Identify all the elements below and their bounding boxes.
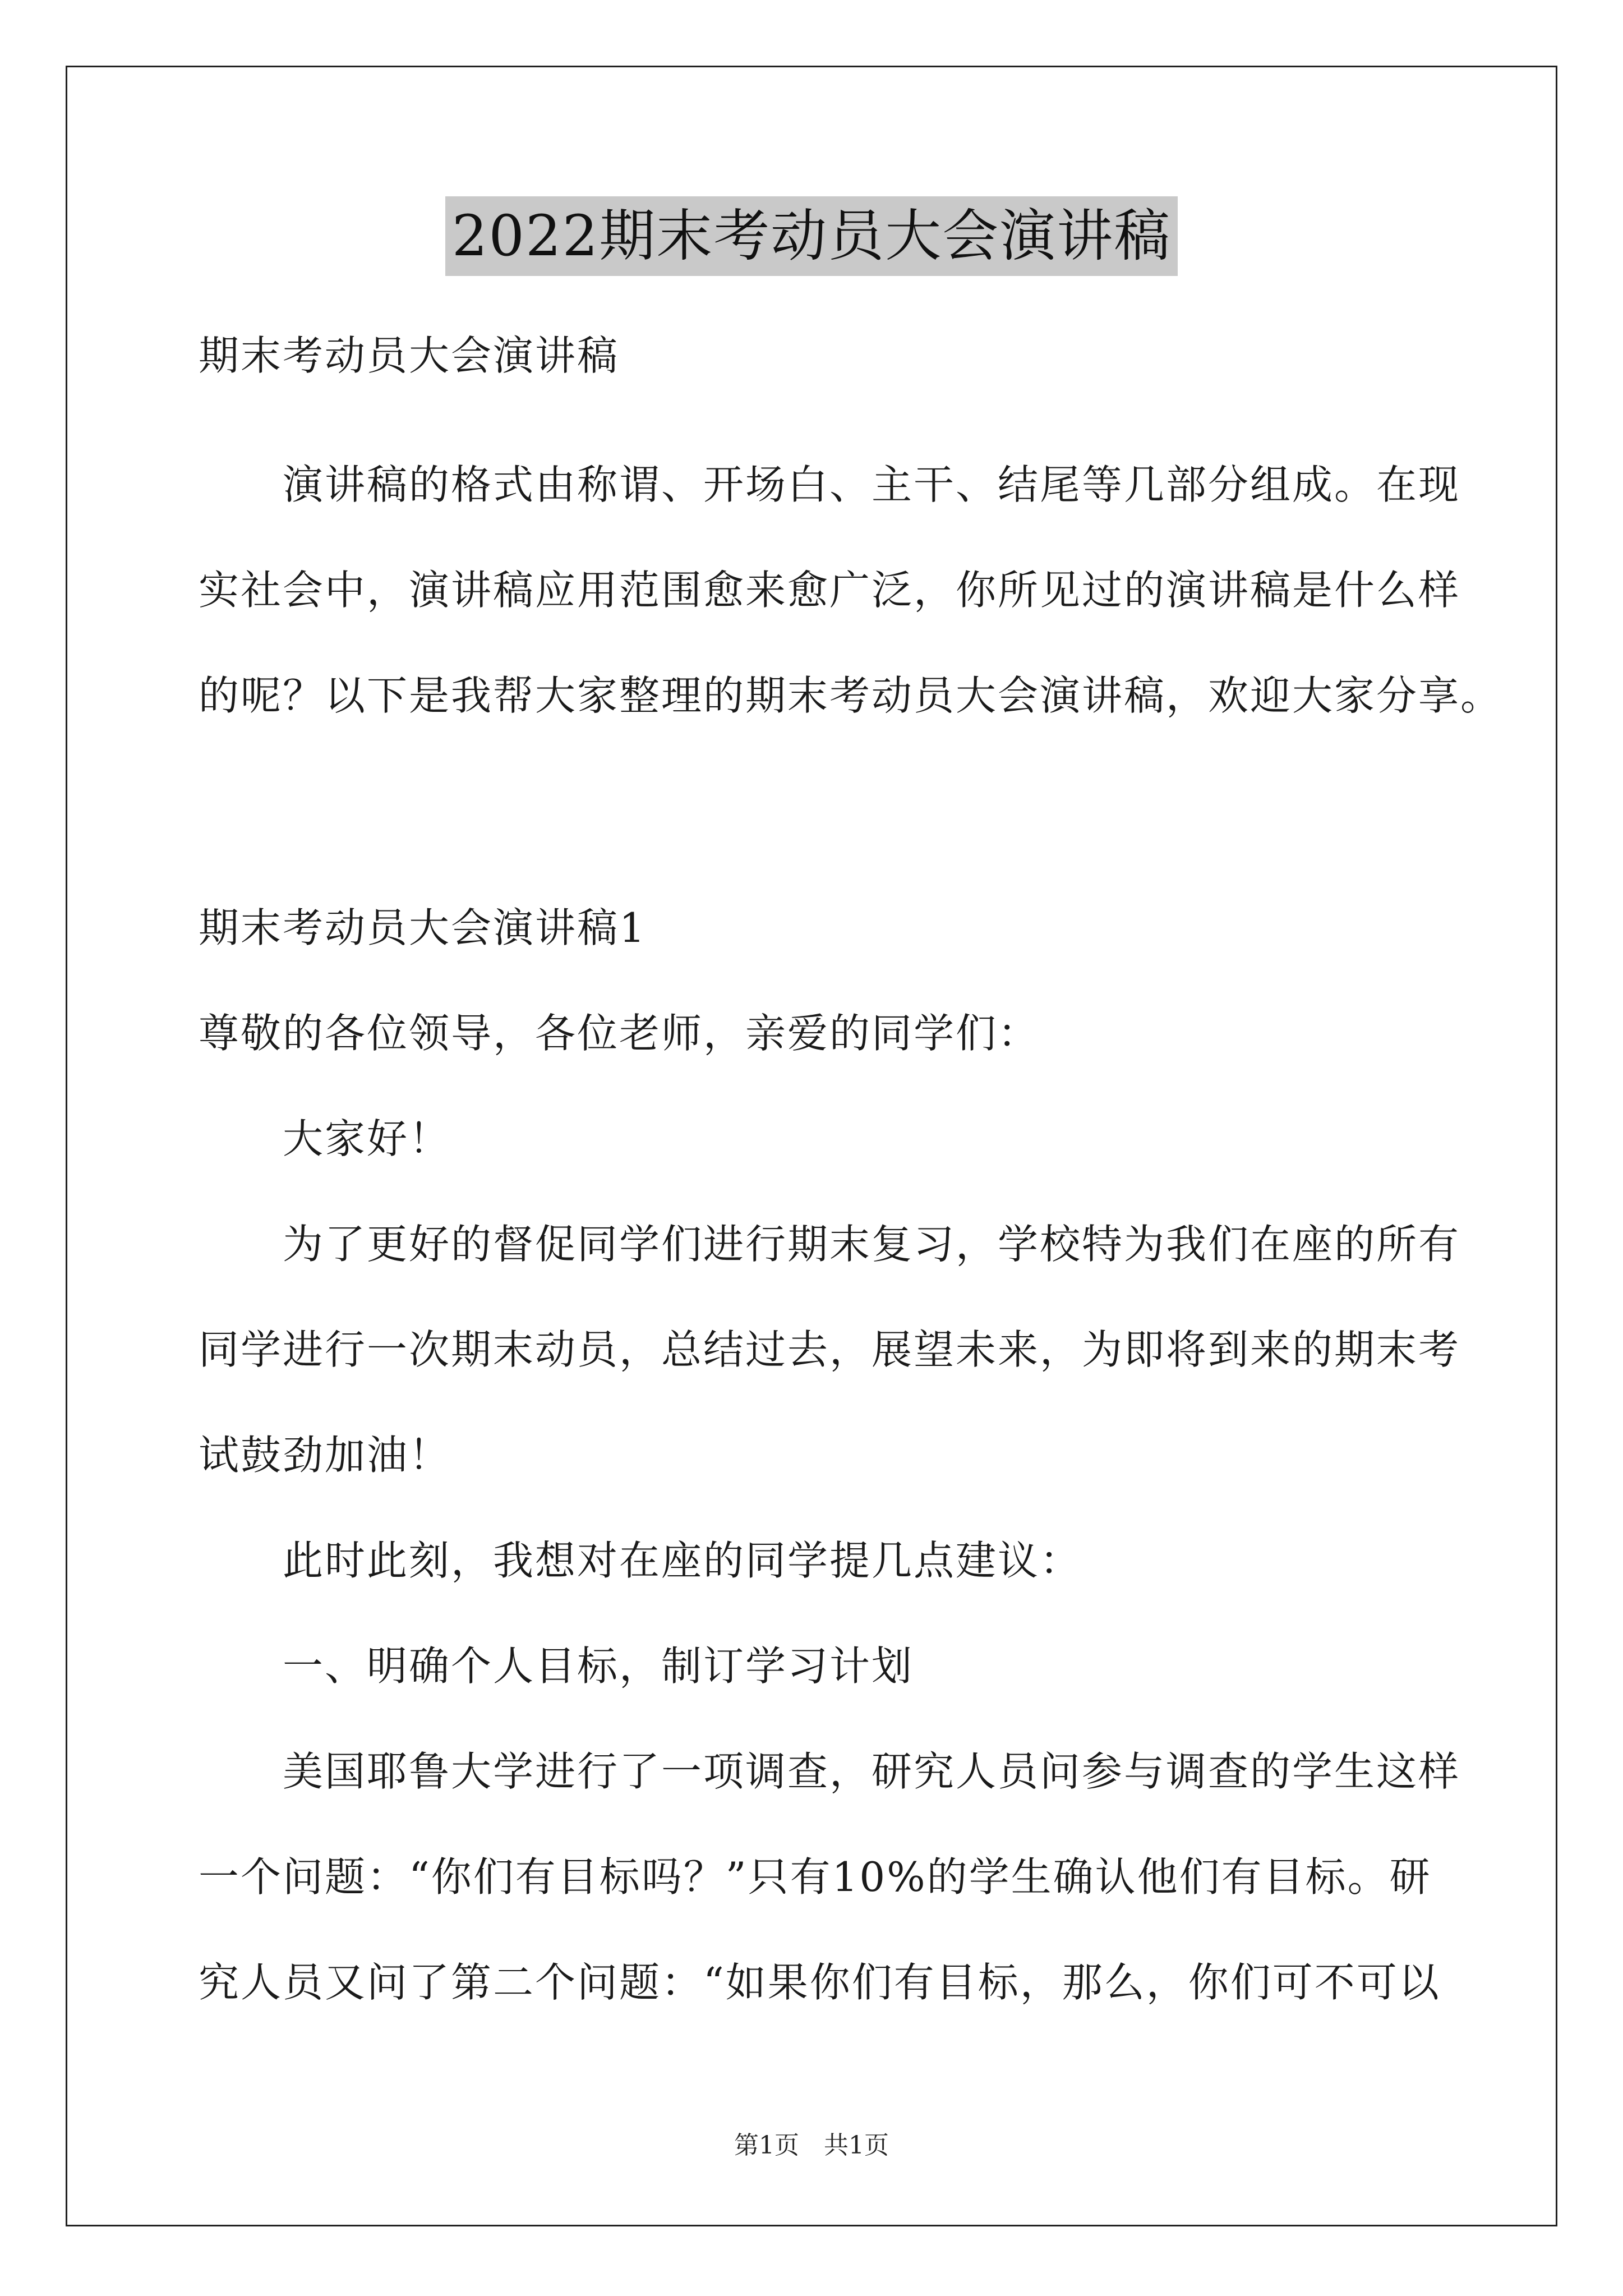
heading-line: 期末考动员大会演讲稿1 (199, 904, 647, 951)
document-subtitle (199, 303, 1449, 408)
text-line: 实社会中，演讲稿应用范围愈来愈广泛，你所见过的演讲稿是什么样 (199, 567, 1461, 614)
text-line: 尊敬的各位领导，各位老师，亲爱的同学们： (199, 1010, 1040, 1057)
text-line: 试鼓劲加油！ (199, 1432, 451, 1479)
text-line: 演讲稿的格式由称谓、开场白、主干、结尾等几部分组成。在现 (283, 461, 1461, 508)
greeting (199, 1086, 1449, 1191)
point-1-heading (199, 1613, 1449, 1719)
intro-paragraph (199, 432, 1503, 748)
text-line: 大家好！ (283, 1115, 451, 1162)
document-title: 2022期末考动员大会演讲稿 (445, 196, 1178, 276)
text-line: 一个问题：“你们有目标吗？”只有10%的学生确认他们有目标。研 (199, 1853, 1432, 1901)
section-heading (199, 875, 1449, 981)
page-number-total: 共1页 (824, 2131, 889, 2160)
salutation (199, 981, 1449, 1086)
text-line: 同学进行一次期末动员，总结过去，展望未来，为即将到来的期末考 (199, 1326, 1461, 1373)
text-line: 美国耶鲁大学进行了一项调查，研究人员问参与调查的学生这样 (283, 1748, 1461, 1795)
text-line: 一、明确个人目标，制订学习计划 (283, 1642, 914, 1690)
paragraph-2 (199, 1508, 1449, 1613)
paragraph-1 (199, 1191, 1461, 1508)
text-line: 的呢？以下是我帮大家整理的期末考动员大会演讲稿，欢迎大家分享。 (199, 672, 1503, 719)
document-title-wrap (0, 196, 1623, 276)
paragraph-3 (199, 1719, 1461, 2035)
page-footer (0, 2129, 1623, 2162)
page-number-current: 第1页 (734, 2131, 799, 2160)
subtitle-line: 期末考动员大会演讲稿 (199, 332, 620, 379)
text-line: 此时此刻，我想对在座的同学提几点建议： (283, 1537, 1082, 1584)
text-line: 为了更好的督促同学们进行期末复习，学校特为我们在座的所有 (283, 1221, 1461, 1268)
text-line: 究人员又问了第二个问题：“如果你们有目标，那么，你们可不可以 (199, 1959, 1441, 2006)
